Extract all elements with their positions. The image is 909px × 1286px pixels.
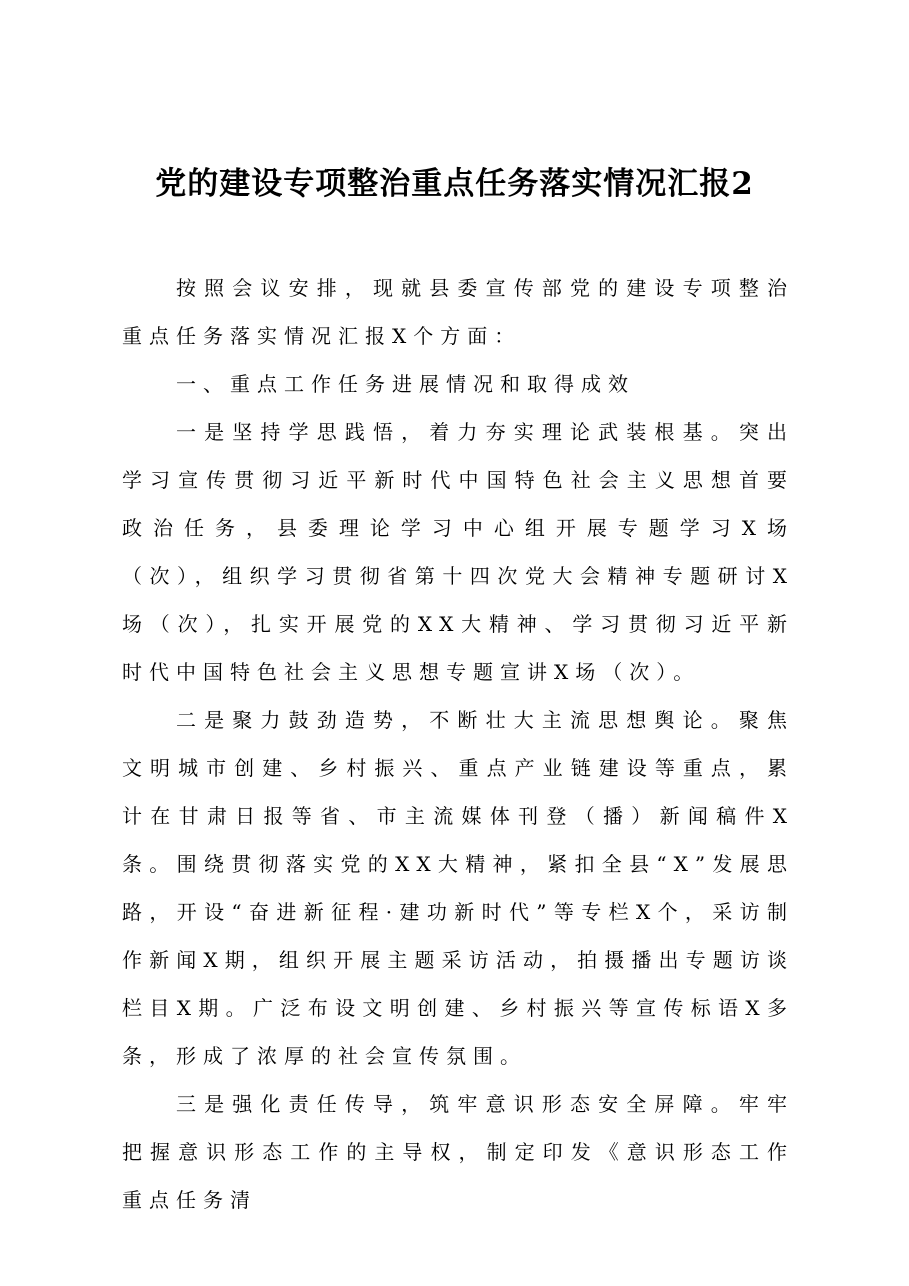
paragraph-theory: 一是坚持学思践悟，着力夯实理论武装根基。突出学习宣传贯彻习近平新时代中国特色社会主义思想首要政治任务，县委理论学习中心组开展专题学习X场（次），组织学习贯彻省第十四次党大会精神专题研讨X场（次），扎实开展党的XX大精神、学习贯彻习近平新时代中国特色社会主义思想专题宣讲X场（次）。 [122, 420, 794, 684]
paragraph-intro: 按照会议安排，现就县委宣传部党的建设专项整治重点任务落实情况汇报X个方面： [122, 276, 794, 348]
section-heading-1: 一、重点工作任务进展情况和取得成效 [176, 372, 635, 396]
document-title: 党的建设专项整治重点任务落实情况汇报2 [155, 166, 754, 202]
document-body [122, 264, 794, 1224]
paragraph-ideology: 三是强化责任传导，筑牢意识形态安全屏障。牢牢把握意识形态工作的主导权，制定印发《意识形态工作重点任务清 [122, 1092, 794, 1212]
paragraph-publicity: 二是聚力鼓劲造势，不断壮大主流思想舆论。聚焦文明城市创建、乡村振兴、重点产业链建设等重点，累计在甘肃日报等省、市主流媒体刊登（播）新闻稿件X条。围绕贯彻落实党的XX大精神，紧扣全县“X”发展思路，开设“奋进新征程·建功新时代”等专栏X个，采访制作新闻X期，组织开展主题采访活动，拍摄播出专题访谈栏目X期。广泛布设文明创建、乡村振兴等宣传标语X多条，形成了浓厚的社会宣传氛围。 [122, 708, 794, 1068]
